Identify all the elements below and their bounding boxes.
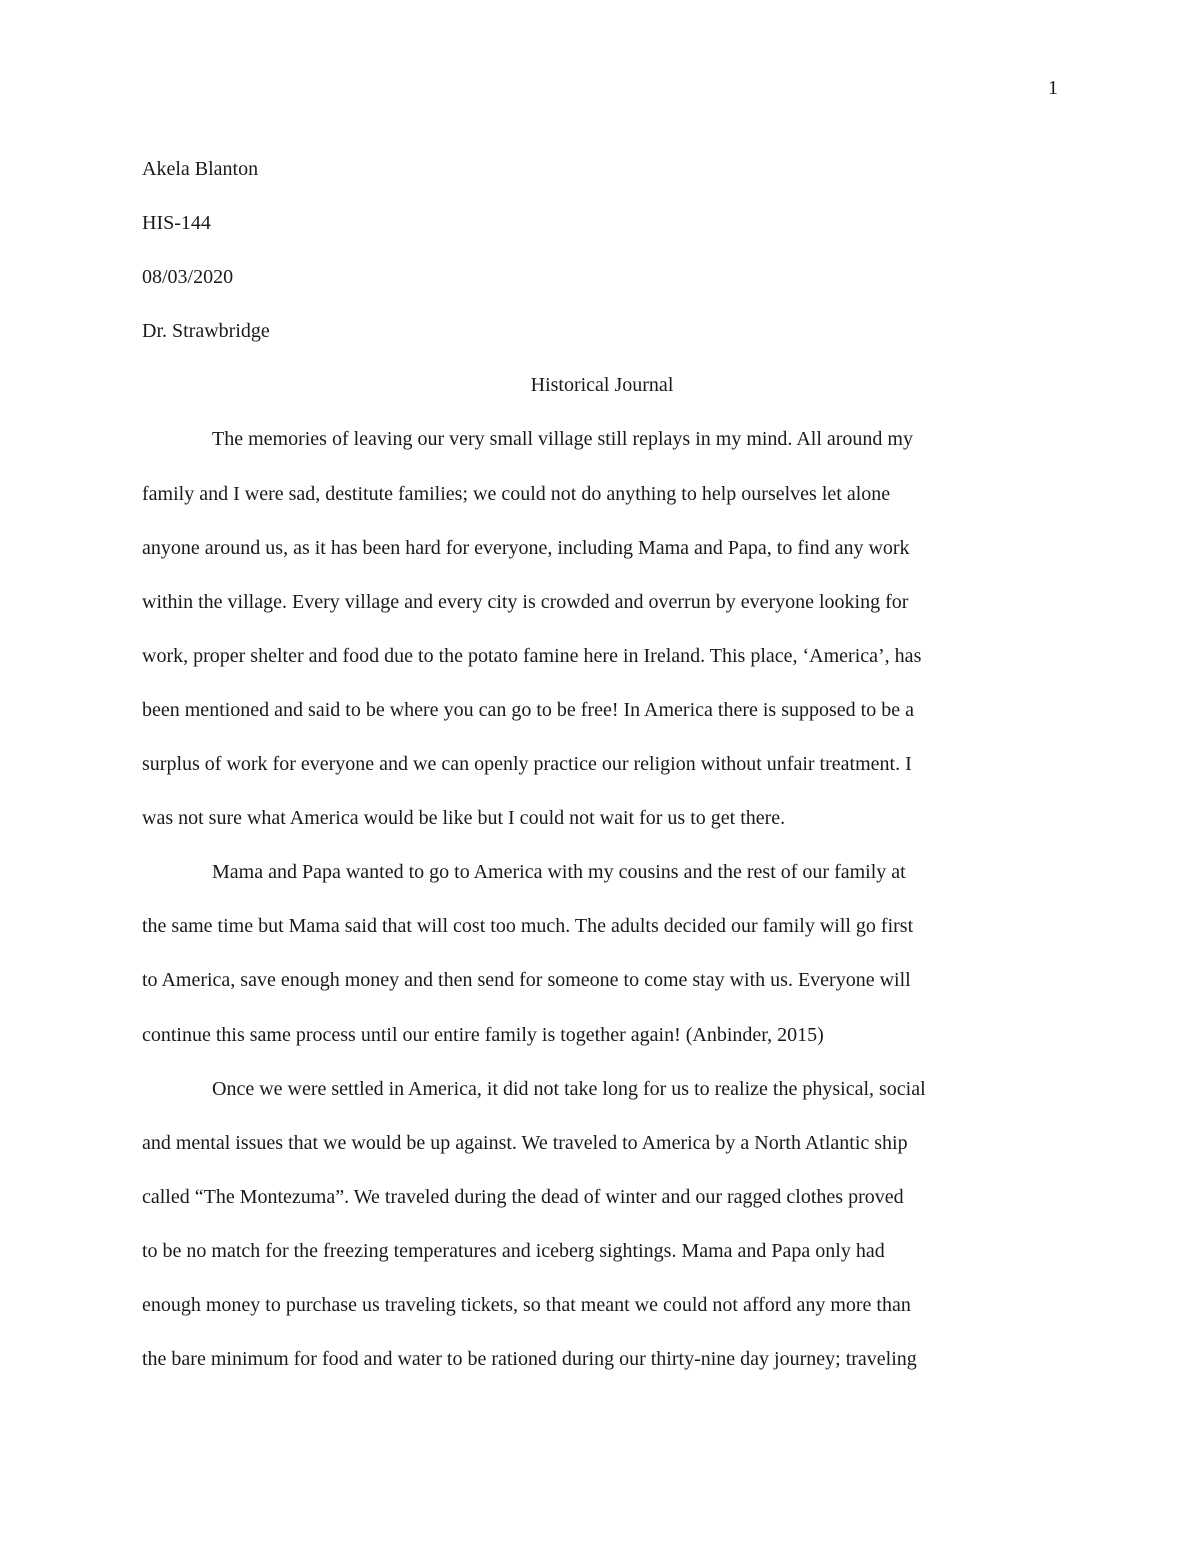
document-date: 08/03/2020 (142, 266, 234, 289)
text-line: Mama and Papa wanted to go to America with my cousins and the rest of our family at (212, 861, 906, 884)
text-line: within the village. Every village and every city is crowded and overrun by everyone looking for (142, 590, 909, 613)
document-title: Historical Journal (530, 374, 674, 397)
text-line: anyone around us, as it has been hard for everyone, including Mama and Papa, to find any work (142, 536, 910, 559)
text-line: family and I were sad, destitute families; we could not do anything to help ourselves let alone (142, 482, 891, 505)
page-number: 1 (1048, 77, 1058, 99)
author-name: Akela Blanton (142, 158, 259, 180)
text-line: surplus of work for everyone and we can openly practice our religion without unfair treatment. I (142, 753, 912, 776)
text-line: been mentioned and said to be where you can go to be free! In America there is supposed to be a (142, 698, 914, 721)
text-line: and mental issues that we would be up against. We traveled to America by a North Atlantic ship (142, 1131, 908, 1154)
text-line: called “The Montezuma”. We traveled during the dead of winter and our ragged clothes proved (142, 1185, 904, 1208)
text-line: to be no match for the freezing temperatures and iceberg sightings. Mama and Papa only had (142, 1239, 885, 1262)
text-line: the same time but Mama said that will cost too much. The adults decided our family will go first (142, 915, 914, 938)
text-line: continue this same process until our entire family is together again! (Anbinder, 2015) (142, 1023, 824, 1046)
paragraph-3 (142, 1062, 1062, 1387)
paragraph-2 (142, 845, 1062, 1061)
text-line: the bare minimum for food and water to be rationed during our thirty-nine day journey; traveling (142, 1348, 917, 1371)
text-line: The memories of leaving our very small village still replays in my mind. All around my (212, 428, 913, 451)
instructor-name: Dr. Strawbridge (142, 320, 270, 343)
course-code: HIS-144 (142, 212, 211, 235)
text-line: Once we were settled in America, it did not take long for us to realize the physical, social (212, 1077, 926, 1100)
text-line: enough money to purchase us traveling tickets, so that meant we could not afford any more than (142, 1293, 911, 1316)
text-line: to America, save enough money and then send for someone to come stay with us. Everyone will (142, 969, 911, 992)
text-line: work, proper shelter and food due to the potato famine here in Ireland. This place, ‘America’, has (142, 644, 922, 667)
paragraph-1 (142, 412, 1062, 845)
text-line: was not sure what America would be like but I could not wait for us to get there. (142, 807, 786, 830)
document-body (142, 142, 1062, 1386)
